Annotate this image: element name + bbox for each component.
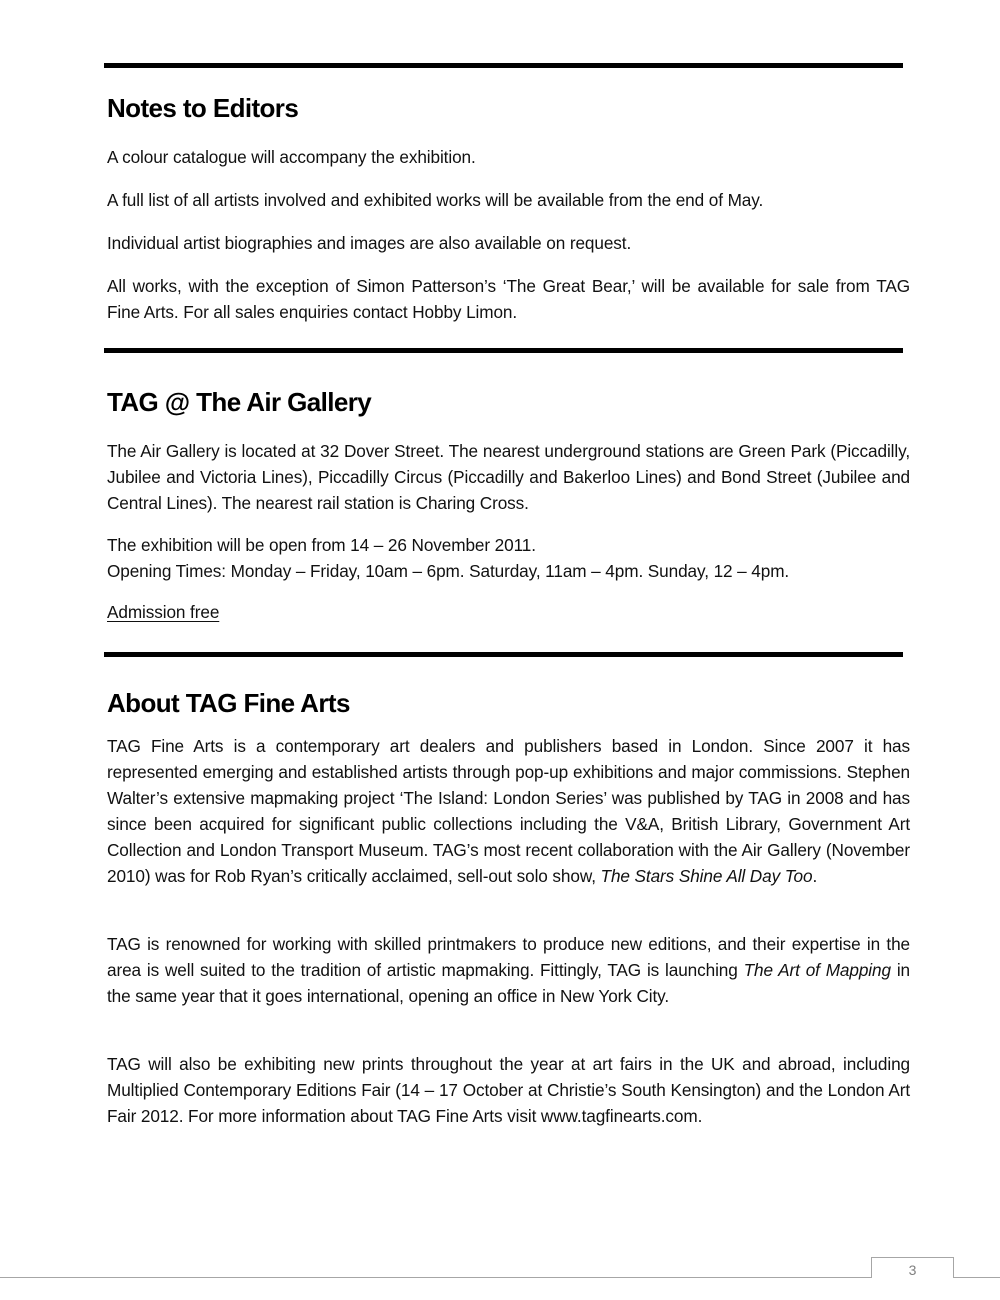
section-heading-about-tag: About TAG Fine Arts [107, 688, 350, 718]
page-number: 3 [908, 1262, 917, 1278]
paragraph-text: . [812, 866, 818, 886]
paragraph [107, 931, 910, 1009]
section-divider [104, 348, 903, 353]
section-heading-notes-to-editors: Notes to Editors [107, 93, 299, 123]
project-title: The Art of Mapping [743, 960, 891, 980]
paragraph [107, 733, 910, 889]
paragraph-text: in the same year that it goes international, opening an office in New York City. [107, 960, 911, 1006]
show-title: The Stars Shine All Day Too [600, 866, 813, 886]
paragraph-text: TAG is renowned for working with skilled printmakers to produce new editions, and their expertise in the area is well suited to the tradition of artistic mapmaking. Fittingly, TAG is launching [107, 934, 910, 980]
exhibition-dates: The exhibition will be open from 14 – 26 November 2011. [107, 535, 536, 555]
opening-times: Opening Times: Monday – Friday, 10am – 6pm. Saturday, 11am – 4pm. Sunday, 12 – 4pm. [107, 561, 790, 581]
section-divider [104, 652, 903, 657]
section-divider [104, 63, 903, 68]
section-heading-tag-air-gallery: TAG @ The Air Gallery [107, 387, 372, 417]
paragraph: Individual artist biographies and images are also available on request. [107, 233, 632, 253]
paragraph: All works, with the exception of Simon Patterson’s ‘The Great Bear,’ will be available for sale from TAG Fine Arts. For all sales enquiries contact Hobby Limon. [107, 276, 910, 322]
admission-text: Admission free [107, 602, 220, 622]
paragraph: TAG will also be exhibiting new prints throughout the year at art fairs in the UK and abroad, including Multiplied Contemporary Editions Fair (14 – 17 October at Christie’s South Kensington) and the London Art Fair 2012. For more information about TAG Fine Arts visit www.tagfinearts.com. [107, 1054, 910, 1126]
paragraph: The Air Gallery is located at 32 Dover Street. The nearest underground stations are Green Park (Piccadilly, Jubilee and Victoria Lines), Piccadilly Circus (Piccadilly and Bakerloo Lines) and Bond Street (Jubilee and Central Lines). The nearest rail station is Charing Cross. [107, 441, 910, 513]
paragraph-text: TAG Fine Arts is a contemporary art dealers and publishers based in London. Since 2007 it has represented emerging and established artists through pop-up exhibitions and major commissions. Stephen Walter’s extensive mapmaking project ‘The Island: London Series’ was published by TAG in 2008 and has since been acquired for significant public collections including the V&A, British Library, Government Art Collection and London Transport Museum. TAG’s most recent collaboration with the Air Gallery (November 2010) was for Rob Ryan’s critically acclaimed, sell-out solo show, [107, 736, 910, 886]
paragraph: A colour catalogue will accompany the exhibition. [107, 147, 476, 167]
footer-line [0, 1277, 1000, 1278]
paragraph: A full list of all artists involved and exhibited works will be available from the end of May. [107, 190, 764, 210]
